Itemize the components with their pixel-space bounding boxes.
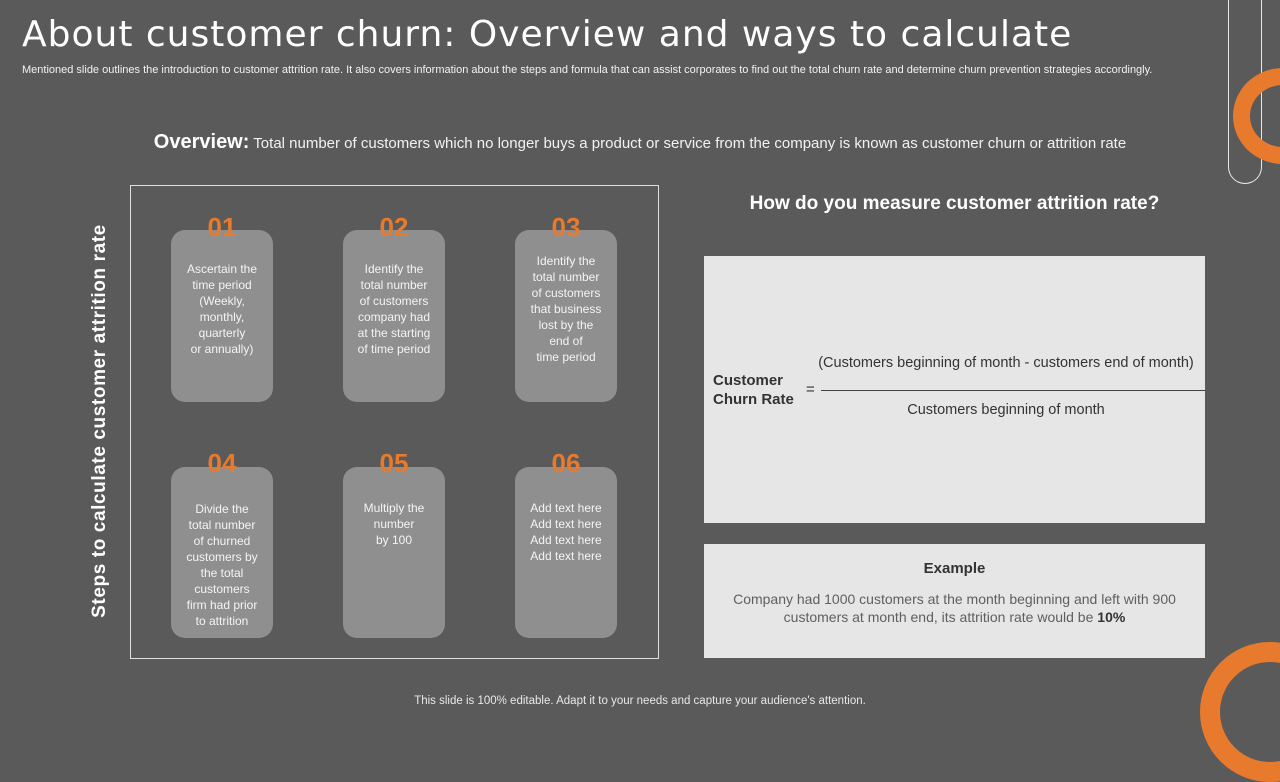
step-number: 02 — [379, 212, 409, 242]
fraction-bar — [821, 390, 1205, 391]
footer-note: This slide is 100% editable. Adapt it to your needs and capture your audience's attention. — [414, 695, 866, 707]
formula-numerator: (Customers beginning of month - customers end of month) — [818, 355, 1194, 371]
step-card-bg — [343, 467, 445, 638]
steps-heading-wrapper — [0, 0, 200, 720]
step-text: Identify the total number of customers company had at the starting of time period — [357, 262, 431, 356]
decorative-ring-bottom — [1200, 642, 1280, 782]
equals-sign: = — [806, 381, 815, 398]
example-title: Example — [923, 560, 986, 577]
formula-label — [713, 371, 794, 409]
step-number: 03 — [551, 212, 581, 242]
step-text: Ascertain the time period (Weekly, monthly, quarterly or annually) — [186, 262, 258, 356]
page-title: About customer churn: Overview and ways to calculate — [22, 14, 1073, 55]
overview-text: Total number of customers which no longer buys a product or service from the company is known as customer churn or attrition rate — [249, 135, 1127, 152]
page-subtitle: Mentioned slide outlines the introduction to customer attrition rate. It also covers information about the steps and formula that can assist corporates to find out the total churn rate and determine churn prevention strategies accordingly. — [22, 64, 1153, 76]
formula-denominator: Customers beginning of month — [907, 402, 1105, 418]
step-number: 06 — [551, 448, 581, 478]
steps-heading: Steps to calculate customer attrition rate — [89, 224, 110, 618]
formula-label-line1: Customer — [713, 372, 784, 389]
step-text: Identify the total number of customers that business lost by the end of time period — [530, 254, 602, 364]
step-number: 01 — [207, 212, 237, 242]
example-body: Company had 1000 customers at the month beginning and left with 900 customers at month end, its attrition rate would be — [733, 591, 1176, 625]
overview-label: Overview: — [153, 131, 250, 153]
step-text: Divide the total number of churned customers by the total customers firm had prior to attrition — [186, 502, 258, 628]
step-number: 04 — [207, 448, 237, 478]
formula-label-line2: Churn Rate — [713, 391, 794, 408]
example-highlight: 10% — [1097, 609, 1126, 625]
measure-heading: How do you measure customer attrition rate? — [749, 193, 1160, 214]
example-text — [720, 590, 1189, 626]
step-text: Multiply the number by 100 — [363, 501, 425, 547]
step-number: 05 — [379, 448, 409, 478]
step-text: Add text here Add text here Add text here Add text here — [530, 501, 602, 563]
